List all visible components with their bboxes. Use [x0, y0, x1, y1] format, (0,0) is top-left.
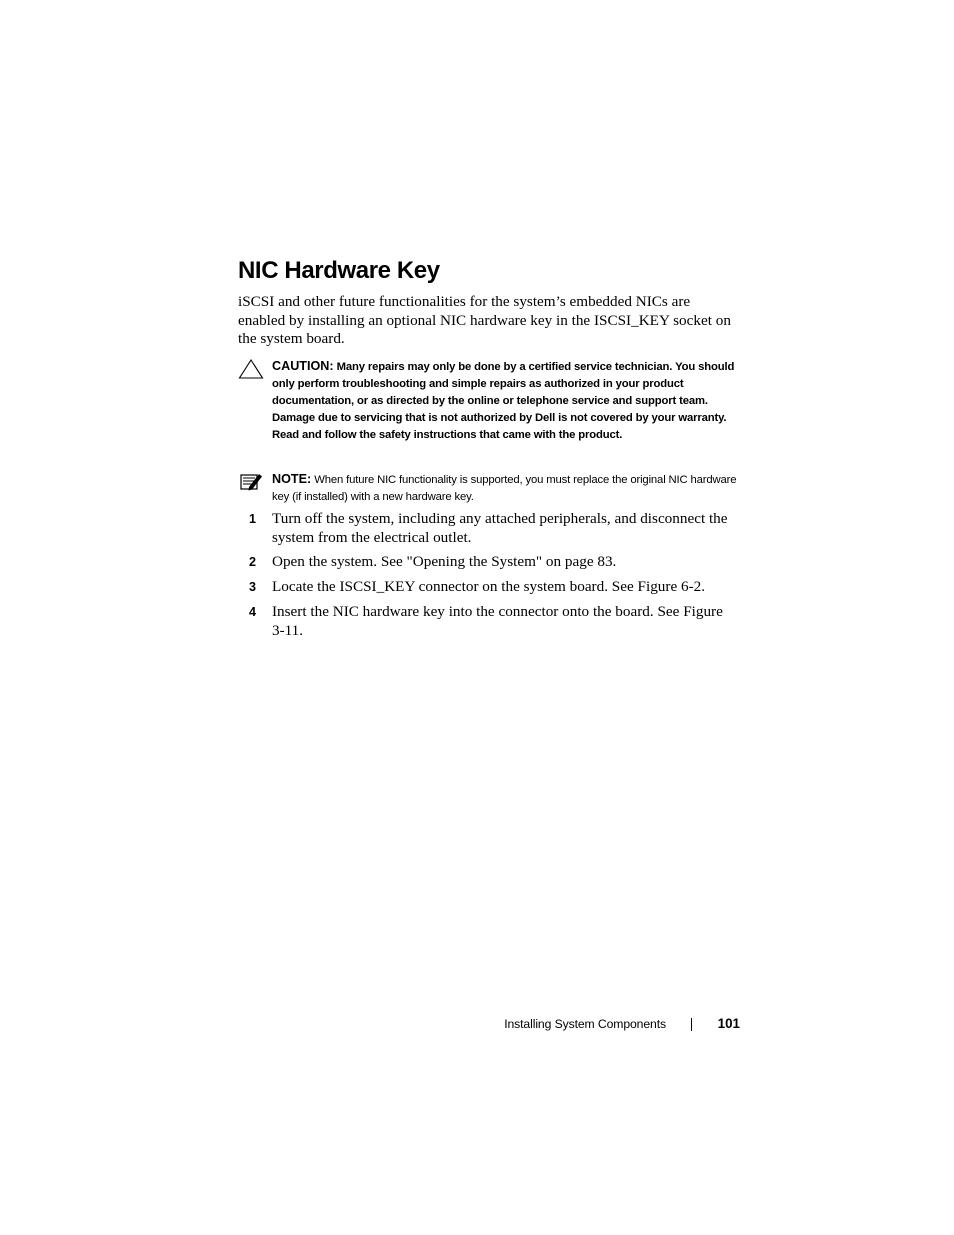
page-footer [0, 1014, 954, 1034]
procedure-steps [238, 510, 738, 647]
caution-label: CAUTION: [272, 359, 334, 373]
step-text: Insert the NIC hardware key into the connector onto the board. See Figure 3-11. [272, 603, 723, 639]
step-text: Open the system. See "Opening the System" on page 83. [272, 553, 617, 571]
note-notice [238, 471, 738, 506]
note-text-block [272, 471, 738, 506]
step-number: 4 [249, 605, 257, 620]
footer-divider [691, 1018, 692, 1031]
step-text: Locate the ISCSI_KEY connector on the system board. See Figure 6-2. [272, 578, 706, 596]
note-label: NOTE: [272, 472, 312, 486]
warning-triangle-icon [238, 358, 264, 380]
step-number: 1 [249, 512, 257, 526]
note-text: When future NIC functionality is supported, you must replace the original NIC hardware key (if installed) with a new hardware key. [272, 474, 737, 504]
step-text: Turn off the system, including any attached peripherals, and disconnect the system from the electrical outlet. [272, 510, 728, 546]
step-number: 3 [249, 580, 257, 595]
footer-section-title: Installing System Components [504, 1017, 666, 1031]
caution-notice [238, 358, 738, 444]
step-item [238, 510, 738, 547]
step-item [238, 603, 738, 640]
intro-paragraph: iSCSI and other future functionalities for the system’s embedded NICs are enabled by installing an optional NIC hardware key in the ISCSI_KEY socket on the system board. [238, 293, 731, 348]
step-item [238, 553, 738, 572]
step-item [238, 578, 738, 597]
caution-text: Many repairs may only be done by a certified service technician. You should only perform troubleshooting and simple repairs as authorized in your product documentation, or as directed by the online or telephone service and support team. Damage due to servicing that is not authorized by Dell is not covered by your warranty. Read and follow the safety instructions that came with the product. [272, 361, 735, 442]
step-number: 2 [249, 555, 257, 570]
pencil-note-icon [238, 471, 264, 493]
page-number: 101 [717, 1016, 740, 1031]
page-title: NIC Hardware Key [238, 257, 440, 284]
caution-text-block [272, 358, 738, 444]
